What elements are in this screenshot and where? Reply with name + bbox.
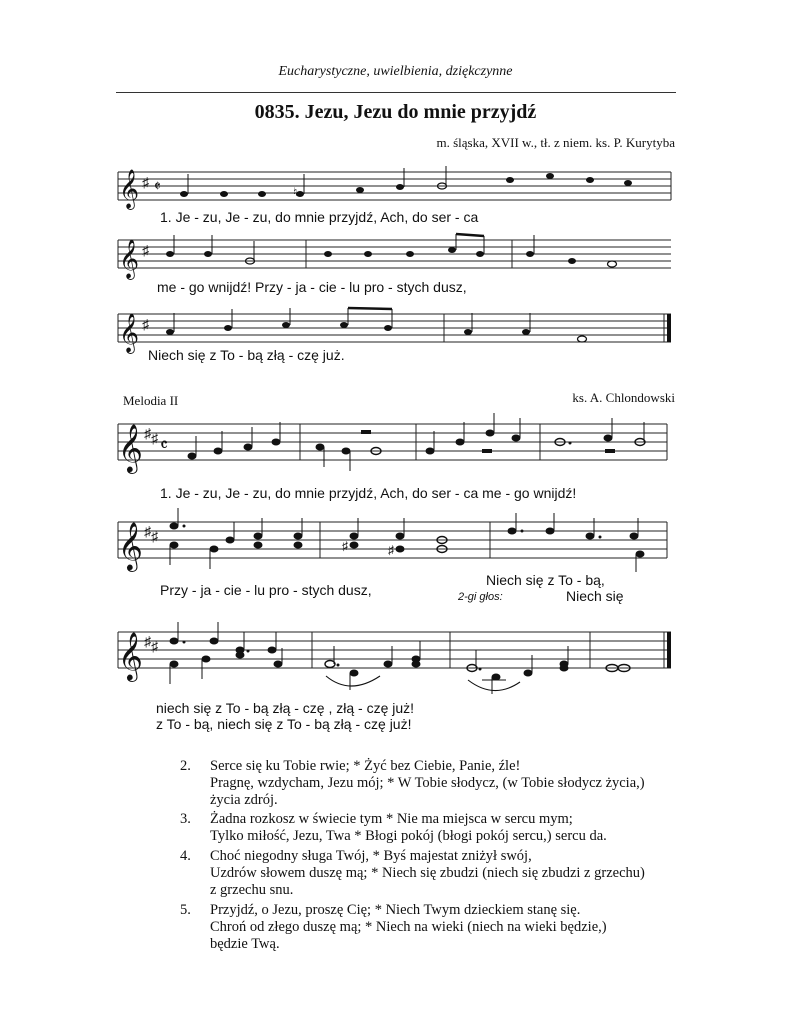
staff-m1-line3 bbox=[0, 305, 791, 355]
second-voice-label: 2-gi głos: bbox=[458, 591, 503, 603]
svg-text:♯: ♯ bbox=[142, 176, 149, 191]
verse-5 bbox=[180, 902, 700, 954]
staff-m1-line1 bbox=[0, 160, 791, 210]
verse-number: 4. bbox=[180, 848, 191, 864]
svg-text:♯: ♯ bbox=[142, 244, 149, 259]
lyrics-m2-line1: 1. Je - zu, Je - zu, do mnie przyjdź, Ach, do ser - ca me - go wnijdź! bbox=[160, 485, 577, 501]
lyrics-m2-line2a: Przy - ja - cie - lu pro - stych dusz, bbox=[160, 582, 372, 598]
verse-line: życia zdrój. bbox=[210, 792, 278, 808]
verse-line: Serce się ku Tobie rwie; * Żyć bez Ciebie, Panie, źle! bbox=[210, 758, 521, 774]
song-title: 0835. Jezu, Jezu do mnie przyjdź bbox=[254, 101, 537, 123]
verse-line: Uzdrów słowem duszę mą; * Niech się zbudzi (niech się zbudzi z grzechu) bbox=[210, 865, 645, 881]
svg-text:♯: ♯ bbox=[151, 432, 158, 447]
svg-text:♯: ♯ bbox=[342, 539, 348, 553]
svg-text:♯: ♯ bbox=[151, 530, 158, 545]
lyrics-m1-line1: 1. Je - zu, Je - zu, do mnie przyjdź, Ach, do ser - ca bbox=[160, 209, 479, 225]
lyrics-m2-line3-lower: z To - bą, niech się z To - bą złą - czę już! bbox=[156, 716, 412, 732]
svg-text:♯: ♯ bbox=[151, 640, 158, 655]
verse-line: Pragnę, wzdycham, Jezu mój; * W Tobie słodycz, (w Tobie słodycz życia,) bbox=[210, 775, 645, 791]
svg-text:♯: ♯ bbox=[388, 543, 394, 557]
section-header: Eucharystyczne, uwielbienia, dziękczynne bbox=[278, 64, 513, 79]
verse-2 bbox=[180, 758, 700, 810]
lyrics-m1-line3: Niech się z To - bą złą - czę już. bbox=[148, 347, 345, 363]
staff-m2-line3 bbox=[0, 620, 791, 695]
svg-text:𝄞: 𝄞 bbox=[118, 521, 143, 570]
verse-line: Tylko miłość, Jezu, Twa * Błogi pokój (błogi pokój sercu,) sercu da. bbox=[210, 828, 607, 844]
svg-text:𝄞: 𝄞 bbox=[119, 239, 140, 279]
verse-3 bbox=[180, 811, 700, 847]
svg-text:𝄵: 𝄵 bbox=[154, 177, 161, 195]
svg-text:♮: ♮ bbox=[293, 185, 298, 199]
melody2-label: Melodia II bbox=[123, 393, 179, 408]
lyrics-m2-line2b-upper: Niech się z To - bą, bbox=[486, 572, 605, 588]
svg-text:𝄞: 𝄞 bbox=[118, 423, 143, 472]
verse-line: Choć niegodny sługa Twój, * Byś majestat zniżył swój, bbox=[210, 848, 532, 864]
melody2-author: ks. A. Chlondowski bbox=[572, 390, 675, 405]
svg-text:𝄴: 𝄴 bbox=[160, 435, 169, 456]
lyrics-m2-line3-upper: niech się z To - bą złą - czę , złą - czę już! bbox=[156, 700, 415, 716]
svg-text:𝄞: 𝄞 bbox=[118, 631, 143, 680]
svg-text:𝄞: 𝄞 bbox=[119, 313, 140, 353]
verse-line: z grzechu snu. bbox=[210, 882, 294, 898]
verse-number: 5. bbox=[180, 902, 191, 918]
svg-text:♯: ♯ bbox=[144, 525, 151, 540]
svg-text:♯: ♯ bbox=[144, 427, 151, 442]
svg-text:♯: ♯ bbox=[144, 635, 151, 650]
lyrics-m2-line2b-lower: Niech się bbox=[566, 588, 624, 604]
svg-text:♯: ♯ bbox=[142, 318, 149, 333]
verse-line: Żadna rozkosz w świecie tym * Nie ma miejsca w sercu mym; bbox=[210, 811, 573, 827]
verse-line: Przyjdź, o Jezu, proszę Cię; * Niech Twym dzieckiem stanę się. bbox=[210, 902, 581, 918]
song-credit: m. śląska, XVII w., tł. z niem. ks. P. Kurytyba bbox=[436, 135, 675, 150]
staff-m2-line2 bbox=[0, 510, 791, 570]
verse-number: 2. bbox=[180, 758, 191, 774]
staff-m1-line2 bbox=[0, 230, 791, 280]
verse-line: będzie Twą. bbox=[210, 936, 280, 952]
svg-text:𝄞: 𝄞 bbox=[119, 169, 140, 209]
staff-m2-line1 bbox=[0, 412, 791, 472]
verse-4 bbox=[180, 848, 700, 900]
verse-line: Chroń od złego duszę mą; * Niech na wieki (niech na wieki będzie,) bbox=[210, 919, 607, 935]
verse-number: 3. bbox=[180, 811, 191, 827]
header-rule bbox=[116, 92, 676, 93]
lyrics-m1-line2: me - go wnijdź! Przy - ja - cie - lu pro - stych dusz, bbox=[157, 279, 467, 295]
